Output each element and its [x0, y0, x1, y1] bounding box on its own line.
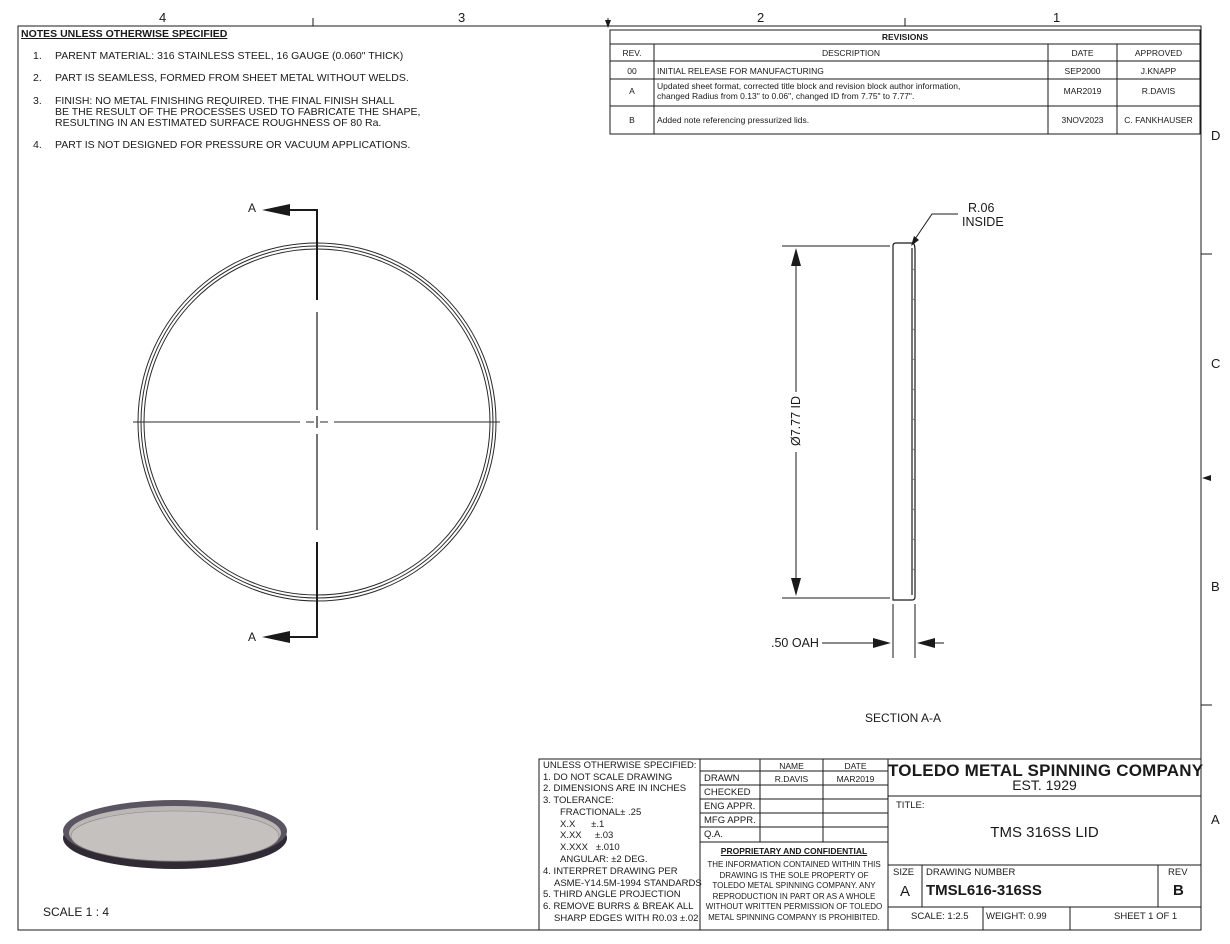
rev-label: REV [1168, 867, 1188, 878]
revision-table-title: REVISIONS [881, 32, 929, 42]
proprietary-notice [700, 843, 888, 924]
weight-value: WEIGHT: 0.99 [986, 911, 1047, 922]
tolerance-line: X.XXX ±.010 [560, 842, 620, 853]
zone-label-right-b: B [1211, 579, 1220, 594]
height-arrows [873, 638, 935, 648]
company-established: EST. 1929 [1012, 777, 1077, 793]
revision-cell-approved: C. FANKHAUSER [1124, 115, 1193, 125]
revision-header-date: DATE [1071, 48, 1094, 58]
tolerance-line: 6. REMOVE BURRS & BREAK ALL [543, 901, 694, 912]
tolerance-line: ANGULAR: ±2 DEG. [560, 854, 648, 865]
signoff-label-eng-appr: ENG APPR. [704, 801, 756, 812]
sheet-value: SHEET 1 OF 1 [1114, 911, 1178, 922]
revision-cell-approved: R.DAVIS [1141, 86, 1176, 96]
tolerance-line: 4. INTERPRET DRAWING PER [543, 866, 678, 877]
revision-cell-description: Updated sheet format, corrected title block and revision block author information, [657, 81, 961, 91]
revision-header-approved: APPROVED [1134, 48, 1183, 58]
note-text: BE THE RESULT OF THE PROCESSES USED TO FABRICATE THE SHAPE, [55, 106, 421, 118]
revision-cell-date: MAR2019 [1063, 86, 1102, 96]
tolerance-line: UNLESS OTHERWISE SPECIFIED: [543, 760, 697, 771]
note-number: 2. [33, 72, 42, 84]
tolerance-line: 5. THIRD ANGLE PROJECTION [543, 889, 681, 900]
radius-leader [913, 214, 958, 242]
revision-cell-description: Added note referencing pressurized lids. [657, 115, 810, 125]
tolerance-line: 2. DIMENSIONS ARE IN INCHES [543, 783, 687, 794]
section-arrow-heads [262, 204, 290, 643]
zone-label-top-1: 1 [1053, 10, 1061, 25]
signoff-date-drawn: MAR2019 [836, 774, 875, 784]
proprietary-line: METAL SPINNING COMPANY IS PROHIBITED. [708, 912, 880, 922]
signoff-header-date: DATE [844, 761, 867, 771]
note-number: 4. [33, 139, 42, 151]
zone-label-top-3: 3 [458, 10, 466, 25]
radius-leader-arrow [911, 236, 919, 246]
rev-value: B [1173, 882, 1184, 899]
signoff-label-checked: CHECKED [704, 787, 751, 798]
proprietary-line: WITHOUT WRITTEN PERMISSION OF TOLEDO [705, 902, 883, 912]
proprietary-line: DRAWING IS THE SOLE PROPERTY OF [719, 870, 869, 880]
revision-cell-date: SEP2000 [1064, 66, 1101, 76]
drawing-number: TMSL616-316SS [926, 882, 1042, 899]
proprietary-line: TOLEDO METAL SPINNING COMPANY. ANY [712, 881, 876, 891]
tolerance-line: FRACTIONAL± .25 [560, 807, 642, 818]
tolerance-line: 3. TOLERANCE: [543, 795, 614, 806]
note-text: FINISH: NO METAL FINISHING REQUIRED. THE FINAL FINISH SHALL [55, 95, 395, 107]
revision-cell-rev: B [629, 115, 635, 125]
revision-cell-rev: 00 [627, 66, 637, 76]
drawing-number-label: DRAWING NUMBER [926, 867, 1016, 878]
signoff-name-drawn: R.DAVIS [774, 774, 809, 784]
zone-label-right-d: D [1211, 128, 1221, 143]
revision-cell-approved: J.KNAPP [1140, 66, 1177, 76]
signoff-label-qa: Q.A. [704, 829, 724, 840]
signoff-label-drawn: DRAWN [704, 773, 740, 784]
radius-callout-value: R.06 [968, 201, 995, 215]
signoff-label-mfg-appr: MFG APPR. [704, 815, 756, 826]
section-view [893, 243, 915, 600]
diameter-dimension-value: Ø7.77 ID [789, 395, 803, 447]
revision-header-description: DESCRIPTION [821, 48, 881, 58]
isometric-scale-label: SCALE 1 : 4 [43, 905, 110, 919]
proprietary-title: PROPRIETARY AND CONFIDENTIAL [720, 846, 868, 856]
section-cut-line [286, 210, 317, 637]
zone-label-top-4: 4 [159, 10, 167, 25]
proprietary-line: REPRODUCTION IN PART OR AS A WHOLE [712, 891, 876, 901]
revision-cell-description: changed Radius from 0.13" to 0.06", changed ID from 7.75" to 7.77". [657, 91, 915, 101]
zone-label-top-2: 2 [757, 10, 765, 25]
drawing-title: TMS 316SS LID [990, 824, 1099, 841]
signoff-table [700, 759, 888, 842]
note-text: PARENT MATERIAL: 316 STAINLESS STEEL, 16 GAUGE (0.060" THICK) [55, 50, 404, 62]
tolerance-line: SHARP EDGES WITH R0.03 ±.02 [554, 913, 699, 924]
section-letter-top: A [248, 201, 257, 215]
revision-cell-rev: A [629, 86, 635, 96]
company-name: TOLEDO METAL SPINNING COMPANY [888, 761, 1204, 780]
tolerance-line: X.XX ±.03 [560, 830, 614, 841]
notes-title: NOTES UNLESS OTHERWISE SPECIFIED [21, 28, 228, 40]
proprietary-line: THE INFORMATION CONTAINED WITHIN THIS [707, 860, 881, 869]
tolerance-line: X.X ±.1 [560, 819, 605, 830]
revision-cell-description: INITIAL RELEASE FOR MANUFACTURING [657, 66, 824, 76]
size-value: A [900, 883, 911, 900]
radius-callout-note: INSIDE [962, 215, 1004, 229]
revision-header-rev: REV. [622, 48, 642, 58]
section-view-label: SECTION A-A [865, 711, 942, 725]
height-dimension-value: .50 OAH [771, 636, 819, 650]
signoff-header-name: NAME [779, 761, 804, 771]
note-text: RESULTING IN AN ESTIMATED SURFACE ROUGHNESS OF 80 Ra. [55, 117, 382, 129]
note-text: PART IS SEAMLESS, FORMED FROM SHEET METAL WITHOUT WELDS. [55, 72, 409, 84]
height-dimension [822, 604, 944, 658]
tolerance-line: ASME-Y14.5M-1994 STANDARDS [554, 878, 702, 889]
tolerance-line: 1. DO NOT SCALE DRAWING [543, 772, 673, 783]
revision-cell-date: 3NOV2023 [1061, 115, 1104, 125]
note-number: 3. [33, 95, 42, 107]
note-number: 1. [33, 50, 42, 62]
zone-label-right-c: C [1211, 356, 1221, 371]
size-label: SIZE [893, 867, 915, 878]
zone-label-right-a: A [1211, 812, 1220, 827]
note-text: PART IS NOT DESIGNED FOR PRESSURE OR VACUUM APPLICATIONS. [55, 139, 411, 151]
notes-block [21, 28, 441, 40]
section-letter-bottom: A [248, 630, 257, 644]
scale-value: SCALE: 1:2.5 [911, 911, 969, 922]
revision-table [610, 30, 1200, 134]
isometric-lid [63, 800, 287, 869]
title-label: TITLE: [896, 800, 925, 811]
